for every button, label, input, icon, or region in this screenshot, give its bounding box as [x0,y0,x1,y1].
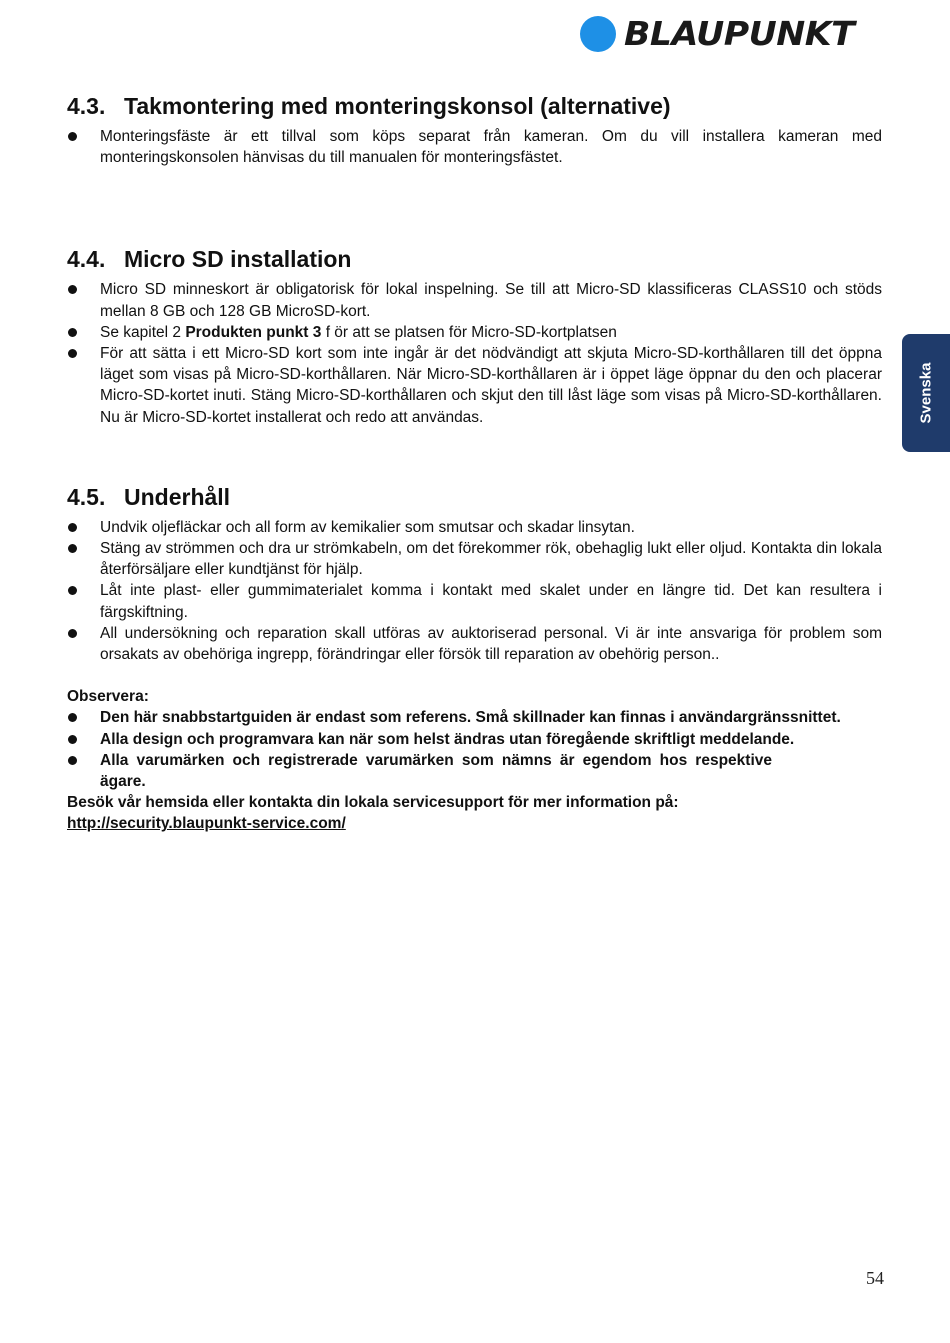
list-item-text: Alla design och programvara kan när som helst ändras utan föregående skriftligt meddelande. [100,730,795,748]
list-item-text: Undvik oljefläckar och all form av kemikalier som smutsar och skadar linsytan. [100,518,635,536]
page-content [67,86,882,835]
bullet-icon [68,544,77,553]
bullet-icon [68,629,77,638]
list-item-text: Se kapitel 2 [100,323,186,341]
bullet-list [67,517,882,665]
list-item-text: Monteringsfäste är ett tillval som köps separat från kameran. Om du vill installera kameran med monteringskonsolen hänvisas du till manualen för monteringsfästet. [100,128,882,167]
language-side-tab-label: Svenska [917,362,935,424]
list-item [67,322,882,343]
bullet-icon [68,713,77,722]
list-item [67,580,882,622]
language-side-tab [902,334,950,452]
list-item [67,750,882,792]
list-item [67,538,882,580]
list-item [67,729,882,750]
list-item-text: Micro SD minneskort är obligatorisk för lokal inspelning. Se till att Micro-SD klassificeras CLASS10 och stöds mellan 8 GB och 128 GB MicroSD-kort. [100,281,882,320]
list-item-text: All undersökning och reparation skall utföras av auktoriserad personal. Vi är inte ansvariga för problem som orsakats av obehöriga ingrepp, förändringar eller försök till reparation av obehörig person.. [100,624,882,664]
section-heading [67,239,882,279]
bullet-icon [68,523,77,532]
section-4-5 [67,477,882,665]
section-title: Micro SD installation [124,246,352,273]
bullet-icon [68,349,77,358]
section-heading [67,477,882,517]
bullet-list [67,126,882,168]
brand-logo-dot-icon [580,16,616,52]
list-item [67,343,882,428]
section-heading [67,86,882,126]
bullet-icon [68,586,77,595]
bullet-list [67,279,882,427]
note-block [67,686,882,834]
section-4-4 [67,239,882,427]
bullet-list [67,707,882,792]
bullet-icon [68,328,77,337]
brand-logo [580,14,855,54]
section-title: Takmontering med monteringskonsol (alternative) [124,93,671,119]
list-item [67,623,882,665]
section-number: 4.4. [67,246,106,273]
list-item [67,707,882,728]
list-item-text: För att sätta i ett Micro-SD kort som inte ingår är det nödvändigt att skjuta Micro-SD-korthållaren till det öppna läget som visas på Micro-SD-korthållaren. När Micro-SD-korthållaren är i öppet läge öppnar du den och placerar Micro-SD-kortet inuti. Stäng Micro-SD-korthållaren och skjut den till låst läge som visas på Micro-SD-korthållaren. Nu är Micro-SD-kortet installerat och redo att användas. [100,345,882,426]
chapter-reference: Produkten punkt 3 [185,323,322,341]
bullet-icon [68,132,77,141]
list-item [67,279,882,321]
section-4-3 [67,86,882,168]
bullet-icon [68,285,77,294]
section-number: 4.3. [67,93,106,119]
bullet-icon [68,756,77,765]
support-link[interactable]: http://security.blaupunkt-service.com/ [67,815,346,833]
section-title: Underhåll [124,483,231,510]
page-number: 54 [866,1268,884,1288]
list-item-text: Stäng av strömmen och dra ur strömkabeln, om det förekommer rök, obehaglig lukt eller oljud. Kontakta din lokala återförsäljare eller kundtjänst för hjälp. [100,540,882,579]
list-item-text: Alla varumärken och registrerade varumärken som nämns är egendom hos respektive ägare. [100,751,772,791]
note-title: Observera: [67,688,149,706]
list-item-text: f ör att se platsen för Micro-SD-kortplatsen [321,323,617,341]
list-item [67,517,882,538]
section-number: 4.5. [67,483,106,510]
list-item [67,126,882,168]
bullet-icon [68,735,77,744]
visit-text: Besök vår hemsida eller kontakta din lokala servicesupport för mer information på: [67,794,679,812]
list-item-text: Den här snabbstartguiden är endast som referens. Små skillnader kan finnas i användargränssnittet. [100,709,841,727]
brand-logo-text: BLAUPUNKT [624,14,855,53]
list-item-text: Låt inte plast- eller gummimaterialet komma i kontakt med skalet under en längre tid. Det kan resultera i färgskiftning. [100,582,882,621]
